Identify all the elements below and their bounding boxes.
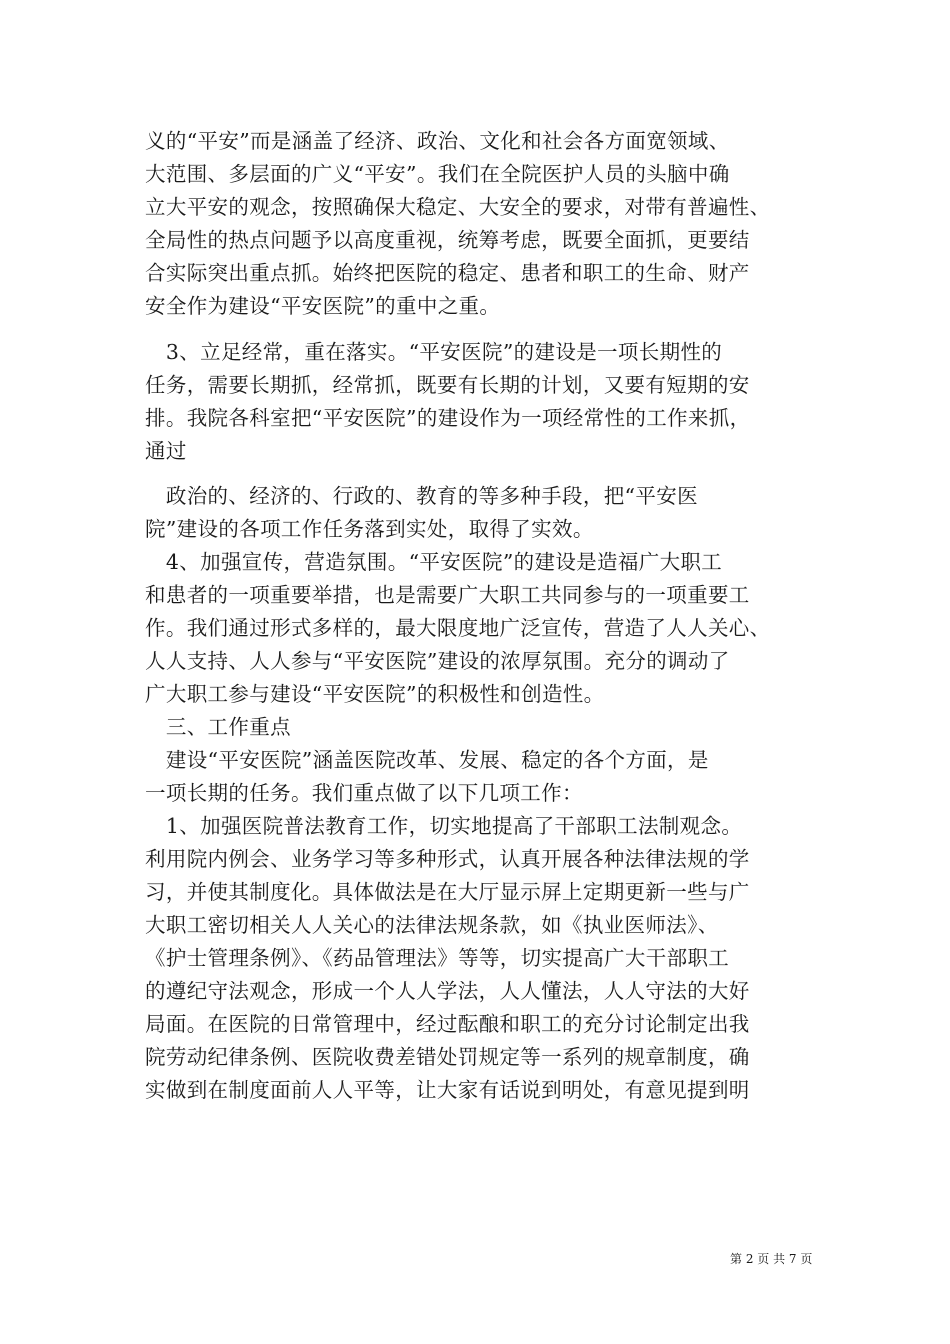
body-text-line: 人人支持、人人参与“平安医院”建设的浓厚氛围。充分的调动了 — [145, 649, 730, 673]
body-text-line: 任务，需要长期抓，经常抓，既要有长期的计划，又要有短期的安 — [145, 373, 750, 397]
body-text-line: 院”建设的各项工作任务落到实处，取得了实效。 — [145, 517, 594, 541]
body-text-line: 广大职工参与建设“平安医院”的积极性和创造性。 — [145, 682, 605, 706]
body-text-line: 3、立足经常，重在落实。“平安医院”的建设是一项长期性的 — [145, 340, 723, 364]
body-text-line: 利用院内例会、业务学习等多种形式，认真开展各种法律法规的学 — [145, 847, 750, 871]
body-text-line: 局面。在医院的日常管理中，经过酝酿和职工的充分讨论制定出我 — [145, 1012, 750, 1036]
body-text-line: 一项长期的任务。我们重点做了以下几项工作： — [145, 781, 583, 805]
body-text-line: 和患者的一项重要举措，也是需要广大职工共同参与的一项重要工 — [145, 583, 750, 607]
body-text-line: 4、加强宣传，营造氛围。“平安医院”的建设是造福广大职工 — [145, 550, 723, 574]
body-text-line: 大范围、多层面的广义“平安”。我们在全院医护人员的头脑中确 — [145, 162, 730, 186]
section-heading: 三、工作重点 — [145, 715, 291, 739]
body-text-line: 排。我院各科室把“平安医院”的建设作为一项经常性的工作来抓， — [145, 406, 751, 430]
body-text-line: 1、加强医院普法教育工作，切实地提高了干部职工法制观念。 — [145, 814, 743, 838]
body-text-line: 《护士管理条例》、《药品管理法》等等，切实提高广大干部职工 — [145, 946, 730, 970]
body-text-line: 习，并使其制度化。具体做法是在大厅显示屏上定期更新一些与广 — [145, 880, 750, 904]
body-text-line: 的遵纪守法观念，形成一个人人学法，人人懂法，人人守法的大好 — [145, 979, 750, 1003]
body-text-line: 通过 — [145, 439, 187, 463]
body-text-line: 合实际突出重点抓。始终把医院的稳定、患者和职工的生命、财产 — [145, 261, 750, 285]
body-text-line: 作。我们通过形式多样的，最大限度地广泛宣传，营造了人人关心、 — [145, 616, 771, 640]
body-text-line: 大职工密切相关人人关心的法律法规条款，如《执业医师法》、 — [145, 913, 719, 937]
body-text-line: 实做到在制度面前人人平等，让大家有话说到明处，有意见提到明 — [145, 1078, 750, 1102]
body-text-line: 院劳动纪律条例、医院收费差错处罚规定等一系列的规章制度，确 — [145, 1045, 750, 1069]
body-text-line: 政治的、经济的、行政的、教育的等多种手段，把“平安医 — [145, 484, 698, 508]
body-text-line: 立大平安的观念，按照确保大稳定、大安全的要求，对带有普遍性、 — [145, 195, 771, 219]
body-text-line: 义的“平安”而是涵盖了经济、政治、文化和社会各方面宽领域、 — [145, 129, 730, 153]
body-text-line: 全局性的热点问题予以高度重视，统筹考虑，既要全面抓，更要结 — [145, 228, 750, 252]
page-number: 第 2 页 共 7 页 — [730, 1252, 813, 1266]
body-text-line: 安全作为建设“平安医院”的重中之重。 — [145, 294, 501, 318]
body-text-line: 建设“平安医院”涵盖医院改革、发展、稳定的各个方面，是 — [145, 748, 709, 772]
